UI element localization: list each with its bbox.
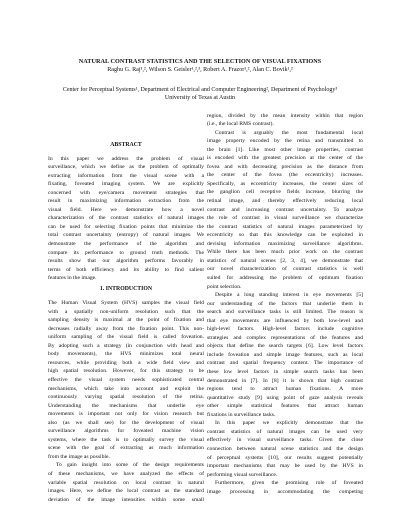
text-line: devising information maximizing surveillance algorithms.	[207, 240, 363, 247]
text-line: surveillance, which we define as the problem of optimally	[48, 164, 204, 171]
text-line: important mechanisms that may be used by the HVS in	[207, 463, 363, 470]
introduction-heading: 1. INTRODUCTION	[99, 286, 153, 292]
text-line: point selection.	[207, 283, 242, 290]
affiliation-line-2: University of Texas at Austin	[164, 95, 236, 101]
text-line: Specifically, as eccentricity increases, the center sizes of	[207, 180, 363, 187]
text-line: The Human Visual System (HVS) samples the visual field	[48, 300, 204, 306]
text-line: scene with the goal of extracting as much information	[48, 445, 204, 452]
text-line: In this paper we address the problem of visual	[48, 155, 204, 162]
text-line: deviation of the image intensities within some small	[48, 496, 204, 503]
text-line: body movements), the HVS minimizes total neural	[48, 351, 204, 358]
text-line: In this paper we explicitly demonstrate that the	[215, 420, 363, 427]
text-line: Furthermore, given the promising role of foveated	[215, 480, 363, 487]
text-line: suited for addressing the problem of optimum fixation	[207, 274, 363, 281]
text-line: with a spatially non-uniform resolution such that the	[48, 308, 204, 315]
text-line: region, divided by the mean intensity within that region	[207, 112, 363, 119]
text-line: is encoded with the greatest precision at the center of the	[207, 155, 363, 162]
text-line: uniform sampling of the visual field is called foveation.	[48, 334, 204, 341]
text-line: regions tend to attract human fixations. A more	[207, 386, 363, 393]
text-line: To gain insight into some of the design requirements	[56, 462, 204, 469]
text-line: features in the image.	[48, 275, 97, 282]
text-line: the role of contrast in visual surveillance we characterize	[207, 215, 363, 222]
text-line: fovea and with decreasing precision as the distance from	[207, 163, 363, 170]
text-line: demonstrated in [7]. In [8] it is shown that high contrast	[207, 377, 363, 384]
text-line: contrast and increasing contrast uncertainty. To analyze	[207, 206, 363, 213]
text-line: (i.e., the local RMS contrast).	[207, 121, 274, 128]
text-line: Contrast is arguably the most fundamental local	[215, 129, 363, 136]
text-line: total contrast uncertainty (entropy) of natural images. We	[48, 232, 204, 239]
text-line: image property encoded by the retina and transmitted to	[207, 138, 363, 145]
text-line: characterization of the contrast statistics of natural images	[48, 215, 204, 222]
text-line: concerned with eye/camera movement strategies that	[48, 189, 204, 196]
text-line: contrast and spatial frequency content. The importance of	[207, 360, 363, 367]
text-line: the brain [1]. Like most other image properties, contrast	[207, 146, 363, 153]
affiliation-line-1: Center for Perceptual Systems¹, Department of Electrical and Computer Engineering², Department of Psychology³	[62, 87, 338, 93]
text-line: While there has been much prior work on the contrast	[207, 249, 363, 256]
text-line: our novel characterization of contrast statistics is well	[207, 266, 363, 273]
text-line: continuously varying spatial resolution of the retina.	[48, 394, 204, 401]
text-line: include foveation and simple image features, such as local	[207, 351, 363, 358]
text-line: result in maximizing information extraction from the	[48, 198, 204, 205]
text-line: of perceptual systems [10], our results suggest potentially	[207, 454, 363, 461]
text-line: decreases radially away from the fixation point. This non-	[48, 325, 204, 332]
text-line: visual field. Here we demonstrate how a novel	[48, 206, 204, 213]
text-line: effectively in visual surveillance tasks. Given the close	[207, 437, 363, 444]
text-line: images. Here, we define the local contrast as the standard	[48, 488, 204, 495]
text-line: variable spatial resolution on local contrast in natural	[48, 479, 204, 486]
text-line: Understanding the mechanisms that underlie eye	[48, 402, 204, 409]
text-line: effective the visual system needs sophisticated central	[48, 376, 204, 383]
text-line: other simple statistical features that attract human	[207, 403, 363, 410]
text-line: objects that define the search targets [6]. Low level factors	[207, 343, 363, 350]
text-line: fixations in surveillance tasks.	[207, 411, 276, 418]
paper-authors: Raghu G. Raj¹,², Wilson S. Geisler¹,²,³, Robert A. Frazor¹,², Alan C. Bovik¹,²	[107, 67, 293, 73]
text-line: resources, while providing both a wide field view and	[48, 359, 204, 366]
text-line: the center of the fovea (the eccentricity) increases.	[207, 172, 363, 179]
text-line: image processing in accommodating the competing	[207, 488, 363, 495]
abstract-heading: ABSTRACT	[110, 142, 142, 148]
text-line: surveillance algorithms for foveated machine vision	[48, 428, 204, 435]
text-line: contrast statistics of natural images can be used very	[207, 428, 363, 435]
text-line: terms of both efficiency and its ability to find salient	[48, 266, 204, 273]
text-line: demonstrate the performance of the algorithm and	[48, 241, 204, 247]
text-line: eccentricity so that this knowledge can be exploited in	[207, 232, 363, 239]
text-line: sampling density is maximal at the point of fixation and	[48, 317, 204, 324]
text-line: can be used for selecting fixation points that minimize the	[48, 223, 204, 230]
text-line: connection between natural scene statistics and the design	[207, 445, 363, 452]
text-line: our understanding of the factors that underlie them in	[207, 300, 363, 307]
text-line: these low level factors in simple search tasks has been	[207, 369, 363, 375]
paper-title: NATURAL CONTRAST STATISTICS AND THE SELECTION OF VISUAL FIXATIONS	[78, 58, 322, 65]
text-line: movements is important not only for vision research but	[48, 411, 204, 418]
text-line: also (as we shall see) for the development of visual	[48, 419, 204, 426]
text-line: high spatial resolution. However, for this strategy to be	[48, 368, 204, 375]
text-line: results show that our algorithm performs favorably in	[48, 258, 204, 265]
text-line: the contrast statistics of natural images parameterized by	[207, 223, 363, 230]
text-line: performing visual surveillance.	[207, 471, 278, 478]
text-line: By adopting such a strategy (in conjunction with head and	[48, 342, 204, 349]
text-line: quantitative study [9] using point of gaze analysis reveals	[207, 394, 363, 401]
text-line: retinal image, and thereby effectively reducing local	[207, 198, 363, 204]
text-line: the ganglion cell receptive fields increase, blurring the	[207, 189, 363, 196]
text-line: from the image as possible.	[48, 453, 110, 460]
text-line: high-level factors. High-level factors include cognitive	[207, 326, 363, 333]
text-line: extracting information from the visual scene with a	[48, 172, 204, 179]
text-line: statistics of natural scenes [2, 3, 4], we demonstrate that	[207, 257, 363, 264]
text-line: fixating, foveated imaging system. We are explicitly	[48, 181, 204, 188]
text-line: systems, where the task is to optimally survey the visual	[48, 436, 204, 443]
text-line: search and surveillance tasks is still limited. The reason is	[207, 309, 363, 316]
text-line: that eye movements are influenced by both low-level and	[207, 317, 363, 324]
text-line: Despite a long standing interest in eye movements [5]	[215, 292, 363, 299]
text-line: of these mechanisms, we have analyzed the effects of	[48, 471, 204, 477]
text-line: compare its performance to ground truth methods. The	[48, 249, 204, 256]
text-line: mechanisms, which take into account and exploit the	[48, 385, 204, 392]
paper-affiliation	[0, 86, 400, 102]
text-line: strategies and complex representations of the features and	[207, 334, 363, 341]
